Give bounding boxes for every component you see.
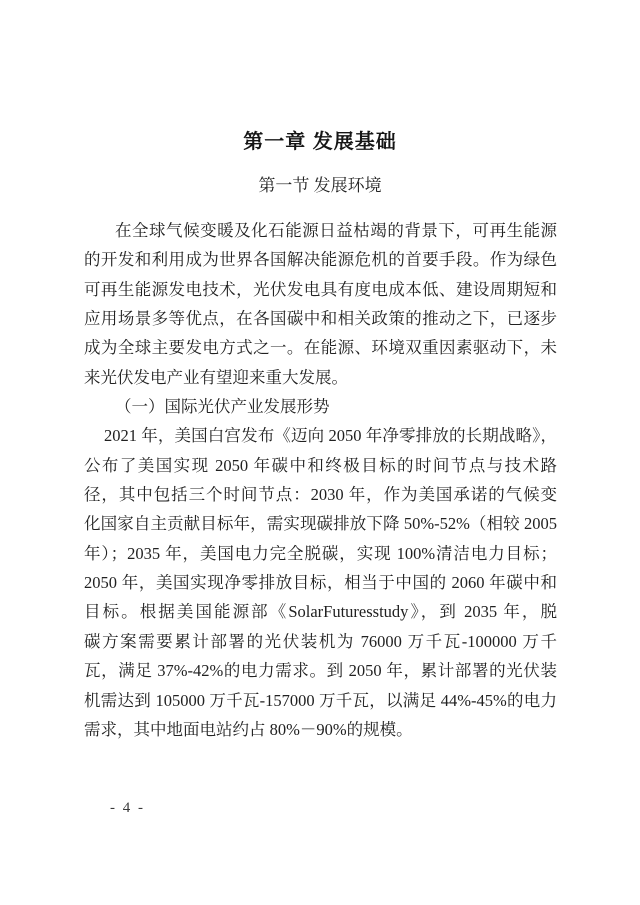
text-line: 成为全球主要发电方式之一。在能源、环境双重因素驱动下，未 [84,338,557,358]
text-line: 需求，其中地面电站约占 80%－90%的规模。 [84,719,413,739]
text-line: 可再生能源发电技术，光伏发电具有度电成本低、建设周期短和 [84,279,557,299]
text-line: 应用场景多等优点，在各国碳中和相关政策的推动之下，已逐步 [84,309,557,329]
text-line: 2050 年，美国实现净零排放目标，相当于中国的 2060 年碳中和 [84,573,557,593]
sub-heading: （一）国际光伏产业发展形势 [115,397,330,417]
text-line: 2021 年，美国白宫发布《迈向 2050 年净零排放的长期战略》， [104,426,557,446]
text-line: 目标。根据美国能源部《SolarFuturesstudy》，到 2035 年，脱 [84,602,557,622]
text-line: 的开发和利用成为世界各国解决能源危机的首要手段。作为绿色 [84,250,557,270]
text-line: 在全球气候变暖及化石能源日益枯竭的背景下，可再生能源 [115,221,557,240]
text-line: 化国家自主贡献目标年，需实现碳排放下降 50%-52%（相较 2005 [84,514,557,534]
text-line: 机需达到 105000 万千瓦-157000 万千瓦，以满足 44%-45%的电力 [84,690,557,710]
text-line: 公布了美国实现 2050 年碳中和终极目标的时间节点与技术路 [84,455,557,475]
section-title: 第一节 发展环境 [258,176,382,195]
text-line: 年）；2035 年，美国电力完全脱碳，实现 100%清洁电力目标； [84,543,557,563]
chapter-title: 第一章 发展基础 [243,131,397,153]
text-line: 瓦，满足 37%-42%的电力需求。到 2050 年，累计部署的光伏装 [84,661,557,681]
body-text [84,216,557,744]
text-line: 碳方案需要累计部署的光伏装机为 76000 万千瓦-100000 万千 [84,631,557,651]
page-number: - 4 - [110,800,145,816]
text-line: 径，其中包括三个时间节点：2030 年，作为美国承诺的气候变 [84,485,557,505]
text-line: 来光伏发电产业有望迎来重大发展。 [84,367,348,387]
